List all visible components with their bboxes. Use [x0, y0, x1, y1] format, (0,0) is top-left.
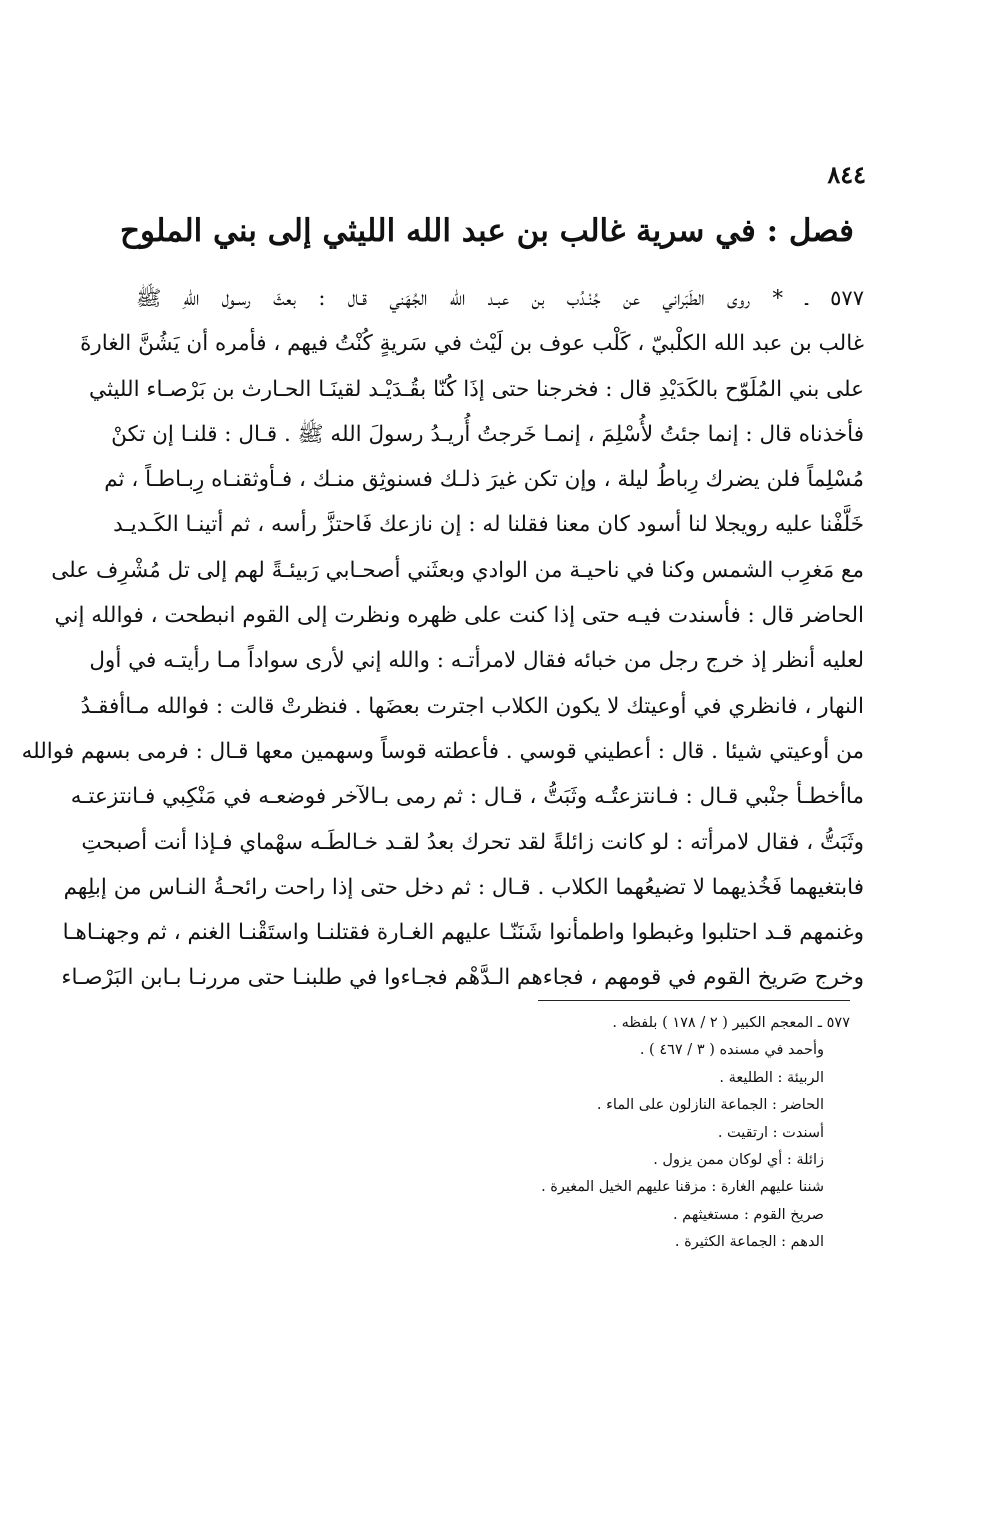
footnote: ٥٧٧ ـ المعجم الكبير ( ٢ / ١٧٨ ) بلفظه . — [612, 1015, 850, 1031]
body-line: مُسْلِماً فلن يضرك رِباطُ ليلة ، وإن تكن غيرَ ذلـك فسنوثِق منـك ، فـأوثقنـاه رِبـاطـاً ، ثم — [104, 467, 864, 493]
footnote: الدهم : الجماعة الكثيرة . — [674, 1234, 824, 1251]
body-line: ٥٧٧ ـ * روى الطَبَراني عن جُنْـدُب بن عبـد الله الجُهَني قـال : بعثَ رسـول اللهِ ﷺ — [136, 286, 864, 310]
body-line: فابتغيهما فَخُذيهما لا تضيعُهما الكلاب . قـال : ثم دخل حتى إذا راحت رائحـةُ النـاس من إبلِهم — [63, 874, 864, 900]
body-line: غالب بن عبد الله الكلْبيّ ، كَلْب عوف بن لَيْث في سَريةٍ كُنْتُ فيهم ، فأمره أن يَشُنَّ الغارةَ — [80, 331, 864, 357]
body-line: من أوعيتي شيئا . قال : أعطيني قوسي . فأعطته قوساً وسهمين معها قـال : فرمى بسهم فوالله — [21, 738, 864, 764]
footnote: الربيئة : الطليعة . — [719, 1069, 824, 1086]
footnote: شننا عليهم الغارة : مزقنا عليهم الخيل المغيرة . — [541, 1179, 824, 1196]
footnotes — [300, 1010, 850, 1257]
footnote: صريخ القوم : مستغيثهم . — [672, 1206, 824, 1223]
body-line: لعليه أنظر إذ خرج رجل من خبائه فقال لامرأتـه : والله إني لأرى سواداً مـا رأيتـه في أول — [89, 648, 864, 674]
footnote: وأحمد في مسنده ( ٣ / ٤٦٧ ) . — [639, 1042, 824, 1059]
body-line: فأخذناه قال : إنما جئتُ لأُسْلِمَ ، إنمـا خَرجتُ أُريـدُ رسولَ الله ﷺ . قـال : قلنـا إن تكنْ — [111, 421, 864, 447]
hadith-body — [21, 276, 864, 1001]
body-line: الحاضر قال : فأسندت فيـه حتى إذا كنت على ظهره ونظرت إلى القوم انبطحت ، فوالله إني — [54, 603, 864, 629]
body-line: خَلَّفْنا عليه رويجلا لنا أسود كان معنا فقلنا له : إن نازعك فَاحتزَّ رأسه ، ثم أتينـا الكَـديـد — [113, 512, 864, 538]
footnote: الحاضر : الجماعة النازلون على الماء . — [596, 1097, 824, 1114]
body-line: وخرج صَريخ القوم في قومهم ، فجاءهم الـدَّهْم فجـاءوا في طلبنـا حتى مررنـا بـابن البَرْصـاء — [61, 965, 864, 991]
body-line: مع مَغرِب الشمس وكنا في ناحيـة من الوادي وبعثَني أصحـابي رَبيئـةً لهم إلى تل مُشْرِف على — [51, 557, 864, 583]
footnote: زائلة : أي لوكان ممن يزول . — [653, 1151, 824, 1168]
body-line: ماأخطـأ جنْبي قـال : فـانتزعتُـه وثَبَتُّ ، قـال : ثم رمى بـالآخر فوضعـه في مَنْكِبي فـانتزعتـه — [70, 784, 864, 810]
body-line: وغنمهم قـد احتلبوا وغبطوا واطمأنوا شَنَنّـا عليهم الغـارة فقتلنـا واستَقْنـا الغنم ، ثم وجهنـاهـا — [62, 920, 864, 946]
body-line: على بني المُلَوّح بالكَدَيْدِ قال : فخرجنا حتى إذَا كُنّا بقُـدَيْـد لقينَـا الحـارث بن بَرْصـاء الليثي — [89, 376, 864, 402]
page-number: ٨٤٤ — [827, 160, 866, 189]
footnote: أسندت : ارتقيت . — [717, 1124, 824, 1141]
body-line: وثَبَتُّ ، فقال لامرأته : لو كانت زائلةً لقد تحرك بعدُ لقـد خـالطَـه سهْماي فـإذا أنت أصبحتِ — [81, 829, 864, 855]
chapter-title: فصل : في سرية غالب بن عبد الله الليثي إلى بني الملوح — [119, 213, 854, 249]
footnote-separator — [538, 1000, 850, 1001]
body-line: النهار ، فانظري في أوعيتك لا يكون الكلاب اجترت بعضَها . فنظرتْ قالت : فوالله مـاأفقـدُ — [80, 693, 864, 719]
